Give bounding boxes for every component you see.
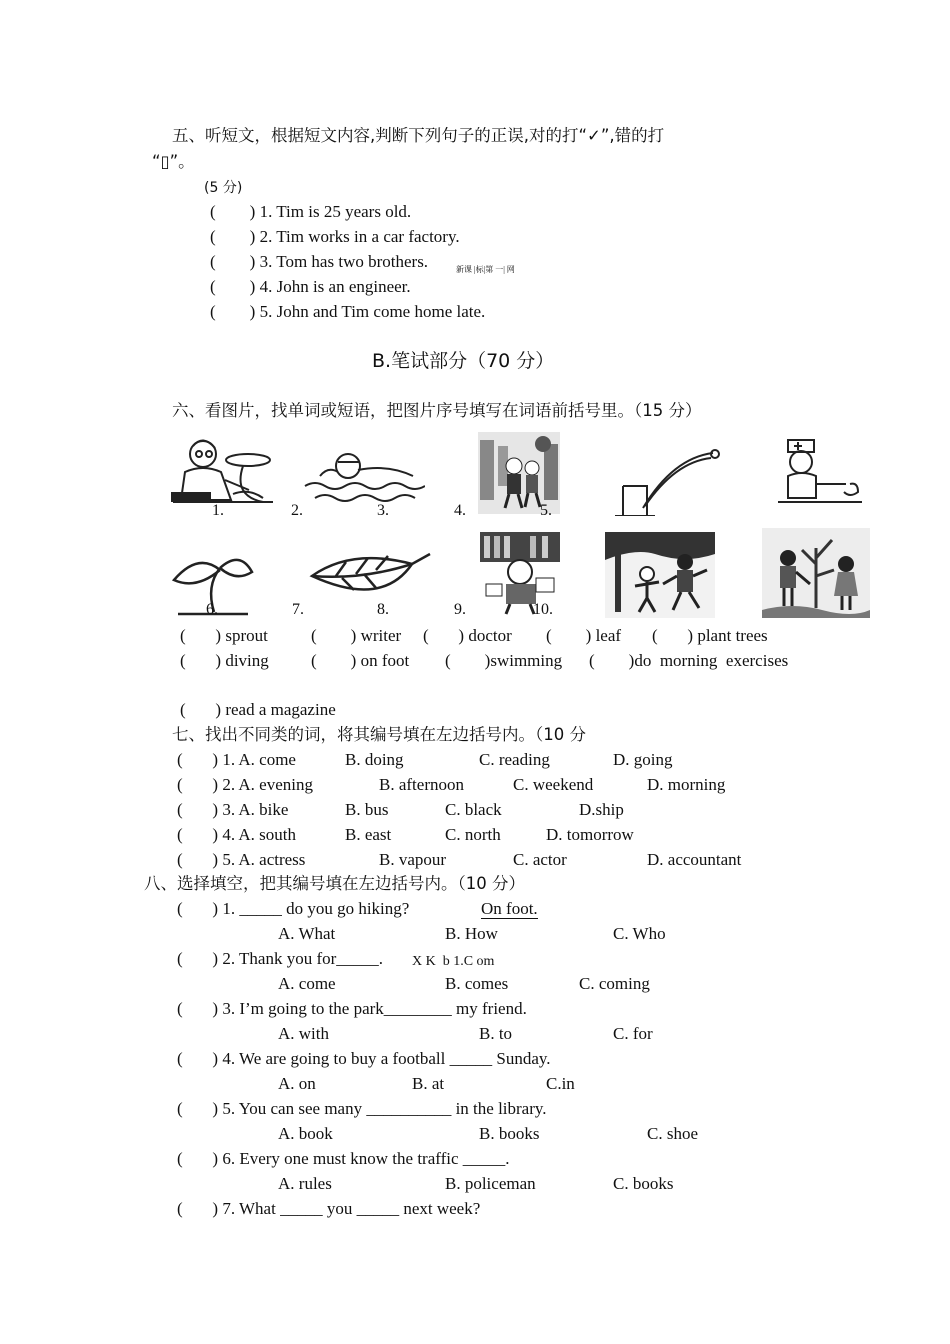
- word-diving: ( ) diving: [180, 651, 269, 670]
- section5-item-1: ( ) 1. Tim is 25 years old.: [210, 202, 412, 221]
- s8-q1-opt-b: B. How: [445, 924, 498, 943]
- watermark-text: 新课 |标|第 一| 网: [456, 265, 515, 274]
- picture-number-6: 6.: [206, 601, 218, 618]
- s8-q2: ( ) 2. Thank you for_____.: [177, 949, 384, 968]
- s8-q5-opt-a: A. book: [278, 1124, 333, 1143]
- s7-q5-d: D. accountant: [647, 850, 742, 869]
- picture-number-1: 1.: [212, 502, 224, 519]
- leaf-picture-icon: [306, 550, 434, 614]
- s8-q4: ( ) 4. We are going to buy a football _____ Sunday.: [177, 1049, 551, 1068]
- s8-q1-opt-c: C. Who: [613, 924, 666, 943]
- diving-picture-icon: [615, 446, 735, 516]
- picture-number-2: 2.: [291, 502, 303, 519]
- s8-q1-answer: On foot.: [481, 899, 538, 918]
- section8-title: 八、选择填空，把其编号填在左边括号内。（10 分）: [144, 874, 525, 893]
- word-sprout: ( ) sprout: [180, 626, 268, 645]
- s8-q2-watermark: X K b 1.C om: [412, 954, 495, 969]
- s8-q5: ( ) 5. You can see many __________ in the library.: [177, 1099, 547, 1118]
- s7-q2-c: C. weekend: [513, 775, 594, 794]
- s7-q3-b: B. bus: [345, 800, 389, 819]
- s7-q1-a: ( ) 1. A. come: [177, 750, 296, 769]
- word-swimming: ( )swimming: [445, 651, 563, 670]
- swimming-picture-icon: [300, 440, 425, 512]
- word-read-magazine: ( ) read a magazine: [180, 700, 336, 719]
- s7-q4-a: ( ) 4. A. south: [177, 825, 296, 844]
- s7-q1-c: C. reading: [479, 750, 550, 769]
- s7-q1-d: D. going: [613, 750, 673, 769]
- s7-q4-c: C. north: [445, 825, 501, 844]
- s8-q2-opt-a: A. come: [278, 974, 336, 993]
- s8-q4-opt-b: B. at: [412, 1074, 445, 1093]
- s7-q2-d: D. morning: [647, 775, 726, 794]
- s8-q5-opt-c: C. shoe: [647, 1124, 698, 1143]
- section5-title-line1: 五、听短文，根据短文内容,判断下列句子的正误,对的打“✓”,错的打: [172, 126, 665, 145]
- picture-number-3: 3.: [377, 502, 389, 519]
- s8-q2-opt-b: B. comes: [445, 974, 509, 993]
- picture-number-5: 5.: [540, 502, 552, 519]
- s7-q5-c: C. actor: [513, 850, 567, 869]
- s7-q2-b: B. afternoon: [379, 775, 464, 794]
- word-writer: ( ) writer: [311, 626, 402, 645]
- word-leaf: ( ) leaf: [546, 626, 622, 645]
- s7-q2-a: ( ) 2. A. evening: [177, 775, 313, 794]
- picture-number-4: 4.: [454, 502, 466, 519]
- section5-item-3: ( ) 3. Tom has two brothers.: [210, 252, 429, 271]
- s8-q6: ( ) 6. Every one must know the traffic _____.: [177, 1149, 510, 1168]
- s7-q1-b: B. doing: [345, 750, 404, 769]
- picture-number-9: 9.: [454, 601, 466, 618]
- s8-q6-opt-a: A. rules: [278, 1174, 332, 1193]
- section5-item-4: ( ) 4. John is an engineer.: [210, 277, 411, 296]
- s8-q1-opt-a: A. What: [278, 924, 336, 943]
- section7-title: 七、找出不同类的词，将其编号填在左边括号内。（10 分: [172, 725, 586, 744]
- section5-item-5: ( ) 5. John and Tim come home late.: [210, 302, 486, 321]
- plant-trees-picture-icon: [762, 528, 870, 618]
- word-doctor: ( ) doctor: [423, 626, 512, 645]
- word-on-foot: ( ) on foot: [311, 651, 410, 670]
- word-morning-exercises: ( )do morning exercises: [589, 651, 789, 670]
- s7-q5-b: B. vapour: [379, 850, 447, 869]
- s7-q5-a: ( ) 5. A. actress: [177, 850, 306, 869]
- morning-exercises-picture-icon: [605, 532, 715, 618]
- s8-q4-opt-a: A. on: [278, 1074, 316, 1093]
- section6-title: 六、看图片，找单词或短语，把图片序号填写在词语前括号里。（15 分）: [172, 401, 702, 420]
- s7-q3-d: D.ship: [579, 800, 624, 819]
- word-plant-trees: ( ) plant trees: [652, 626, 768, 645]
- section5-score: (5 分): [204, 180, 243, 196]
- s7-q4-d: D. tomorrow: [546, 825, 634, 844]
- s8-q6-opt-b: B. policeman: [445, 1174, 536, 1193]
- s8-q3-opt-a: A. with: [278, 1024, 329, 1043]
- picture-number-8: 8.: [377, 601, 389, 618]
- s8-q1: ( ) 1. _____ do you go hiking?: [177, 899, 410, 918]
- s8-q3: ( ) 3. I’m going to the park________ my friend.: [177, 999, 527, 1018]
- s8-q4-opt-c: C.in: [546, 1074, 575, 1093]
- s7-q4-b: B. east: [345, 825, 392, 844]
- s8-q7: ( ) 7. What _____ you _____ next week?: [177, 1199, 481, 1218]
- s8-q2-opt-c: C. coming: [579, 974, 650, 993]
- s8-q3-opt-b: B. to: [479, 1024, 513, 1043]
- picture-number-10: 10.: [533, 601, 553, 618]
- section5-title-line2: “▯”。: [152, 152, 195, 171]
- s8-q6-opt-c: C. books: [613, 1174, 674, 1193]
- s8-q5-opt-b: B. books: [479, 1124, 540, 1143]
- s8-q3-opt-c: C. for: [613, 1024, 653, 1043]
- s7-q3-c: C. black: [445, 800, 502, 819]
- doctor-picture-icon: [770, 436, 865, 510]
- s7-q3-a: ( ) 3. A. bike: [177, 800, 289, 819]
- partB-title: B.笔试部分（70 分）: [372, 350, 555, 372]
- section5-item-2: ( ) 2. Tim works in a car factory.: [210, 227, 460, 246]
- picture-number-7: 7.: [292, 601, 304, 618]
